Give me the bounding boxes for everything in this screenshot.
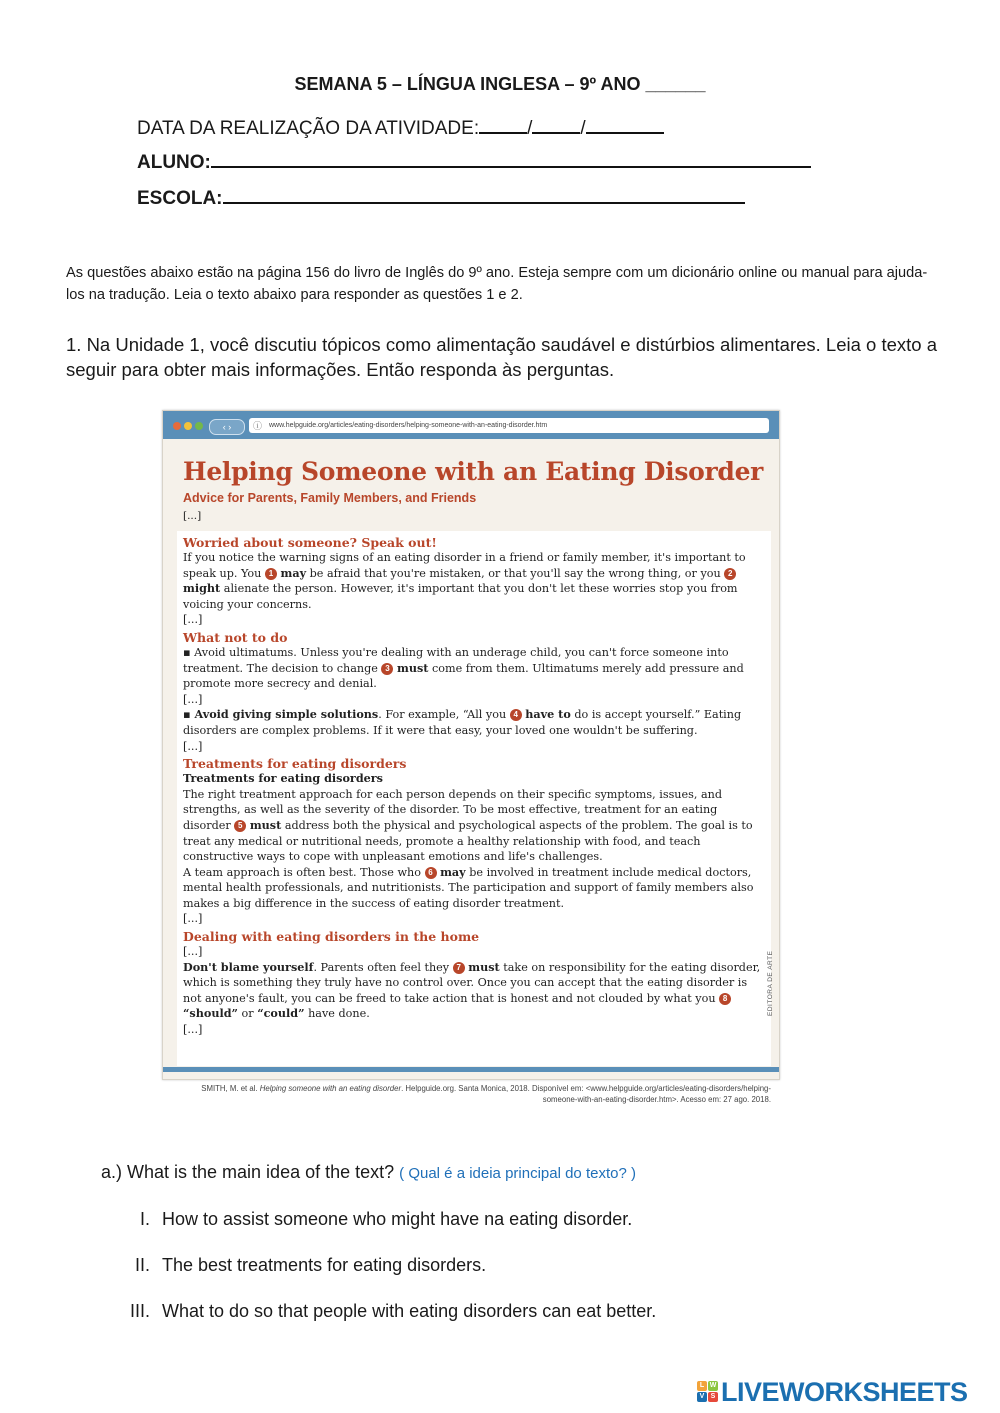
school-row xyxy=(137,186,745,210)
number-badge: 2 xyxy=(724,568,736,580)
ellipsis: [...] xyxy=(183,912,203,926)
browser-bottom-bar xyxy=(163,1067,779,1072)
number-badge: 8 xyxy=(719,993,731,1005)
address-bar xyxy=(249,418,769,433)
answer-option-1[interactable] xyxy=(120,1209,632,1230)
close-dot-icon xyxy=(173,422,181,430)
ellipsis: [...] xyxy=(183,510,202,522)
school-label: ESCOLA: xyxy=(137,188,223,209)
paragraph-blame: Don't blame yourself. Parents often feel they 7 must take on responsibility for the eating disorder, which is something they truly have no control over. Once you can accept that the eating disorder is not anyone's fault, you can be freed to take action that is honest and not clouded by what you 8 “should” or “could” have done. xyxy=(183,959,761,1021)
paragraph-simple-solutions: ▪ Avoid giving simple solutions. For example, “All you 4 have to do is accept yourself.” Eating disorders are complex problems. If it were that easy, your loved one wouldn't be suffering. xyxy=(183,707,742,737)
paragraph-worried: If you notice the warning signs of an eating disorder in a friend or family member, it's important to speak up. You 1 may be afraid that you're mistaken, or that you'll say the wrong thing, or you 2 might alienate the person. However, it's important that you don't let these worries stop you from voicing your concerns. xyxy=(183,551,746,611)
option-text: What to do so that people with eating disorders can eat better. xyxy=(162,1301,657,1321)
number-badge: 6 xyxy=(425,867,437,879)
ellipsis: [...] xyxy=(183,739,203,753)
question-1-text: 1. Na Unidade 1, você discutiu tópicos como alimentação saudável e distúrbios alimentares. Leia o texto a seguir para obter mais informações. Então responda às perguntas. xyxy=(66,334,938,380)
liveworksheets-logo[interactable] xyxy=(697,1377,993,1409)
browser-bar xyxy=(163,411,779,439)
article-body xyxy=(177,531,771,1066)
student-row xyxy=(137,150,811,174)
paragraph-team: A team approach is often best. Those who 6 may be involved in treatment include medical doctors, mental health professionals, and nutritionists. The participation and support of family members also makes a big difference in the success of eating disorder treatment. xyxy=(183,864,754,910)
number-badge: 1 xyxy=(265,568,277,580)
section-heading: Worried about someone? Speak out! xyxy=(183,535,437,550)
question-a xyxy=(101,1162,636,1183)
section-heading: What not to do xyxy=(183,629,288,645)
school-name-field[interactable] xyxy=(223,186,745,204)
address-url: www.helpguide.org/articles/eating-disorders/helping-someone-with-an-eating-disorder.htm xyxy=(269,422,548,429)
option-numeral: III. xyxy=(129,1301,150,1321)
date-day-blank[interactable] xyxy=(479,116,527,134)
ellipsis: [...] xyxy=(183,1023,203,1037)
ellipsis: [...] xyxy=(183,692,203,706)
number-badge: 7 xyxy=(453,962,465,974)
option-numeral: II. xyxy=(134,1255,150,1275)
image-credit: EDITORA DE ARTE xyxy=(767,950,774,1016)
textbook-excerpt xyxy=(162,410,780,1080)
back-forward-icon: ‹ › xyxy=(209,419,245,435)
number-badge: 4 xyxy=(510,709,522,721)
question-a-text: a.) What is the main idea of the text? xyxy=(101,1162,395,1182)
maximize-dot-icon xyxy=(195,422,203,430)
worksheet-title: SEMANA 5 – LÍNGUA INGLESA – 9º ANO ______ xyxy=(294,74,706,94)
instructions-paragraph: As questões abaixo estão na página 156 do livro de Inglês do 9º ano. Esteja sempre com um dicionário online ou manual para ajuda-los na tradução. Leia o texto abaixo para responder as questões 1 e 2. xyxy=(66,265,928,303)
number-badge: 3 xyxy=(381,663,393,675)
date-month-blank[interactable] xyxy=(532,116,580,134)
logo-text: LIVEWORKSHEETS xyxy=(721,1377,968,1407)
date-label: DATA DA REALIZAÇÃO DA ATIVIDADE: xyxy=(137,118,480,139)
paragraph-treatment: The right treatment approach for each person depends on their specific symptoms, issues, and strengths, as well as the severity of the disorder. To be most effective, treatment for an eating disorder 5 must address both the physical and psychological aspects of the problem. The goal is to treat any medical or nutritional needs, promote a healthy relationship with food, and teach constructive ways to cope with unpleasant emotions and life's challenges. xyxy=(183,787,753,864)
date-year-blank[interactable] xyxy=(586,116,664,134)
section-subheading: Treatments for eating disorders xyxy=(183,771,383,786)
option-text: How to assist someone who might have na eating disorder. xyxy=(162,1209,633,1229)
citation: SMITH, M. et al. Helping someone with an eating disorder. Helpguide.org. Santa Monica, 2018. Disponível em: <www.helpguide.org/articles/eating-disorders/helping-someone-with-an-eating-disorder.htm>. Acesso em: 27 ago. 2018. xyxy=(201,1084,771,1104)
option-text: The best treatments for eating disorders. xyxy=(162,1255,487,1275)
option-numeral: I. xyxy=(139,1209,150,1229)
logo-grid-icon: L W V S xyxy=(697,1381,719,1403)
number-badge: 5 xyxy=(234,820,246,832)
article-subtitle: Advice for Parents, Family Members, and Friends xyxy=(183,491,477,505)
minimize-dot-icon xyxy=(184,422,192,430)
ellipsis: [...] xyxy=(183,945,203,959)
question-a-hint: ( Qual é a ideia principal do texto? ) xyxy=(399,1165,636,1182)
paragraph-ultimatums: ▪ Avoid ultimatums. Unless you're dealing with an underage child, you can't force someone into treatment. The decision to change 3 must come from them. Ultimatums merely add pressure and promote more secrecy and denial. xyxy=(183,645,744,691)
student-label: ALUNO: xyxy=(137,152,211,173)
date-row: DATA DA REALIZAÇÃO DA ATIVIDADE: / / xyxy=(137,116,664,140)
answer-option-3[interactable] xyxy=(120,1301,656,1322)
section-heading: Treatments for eating disorders xyxy=(183,756,407,772)
info-icon: ⓘ xyxy=(253,421,263,431)
ellipsis: [...] xyxy=(183,613,203,627)
student-name-field[interactable] xyxy=(211,150,811,168)
article-title: Helping Someone with an Eating Disorder xyxy=(183,457,764,486)
answer-option-2[interactable] xyxy=(120,1255,486,1276)
section-heading: Dealing with eating disorders in the home xyxy=(183,929,480,945)
